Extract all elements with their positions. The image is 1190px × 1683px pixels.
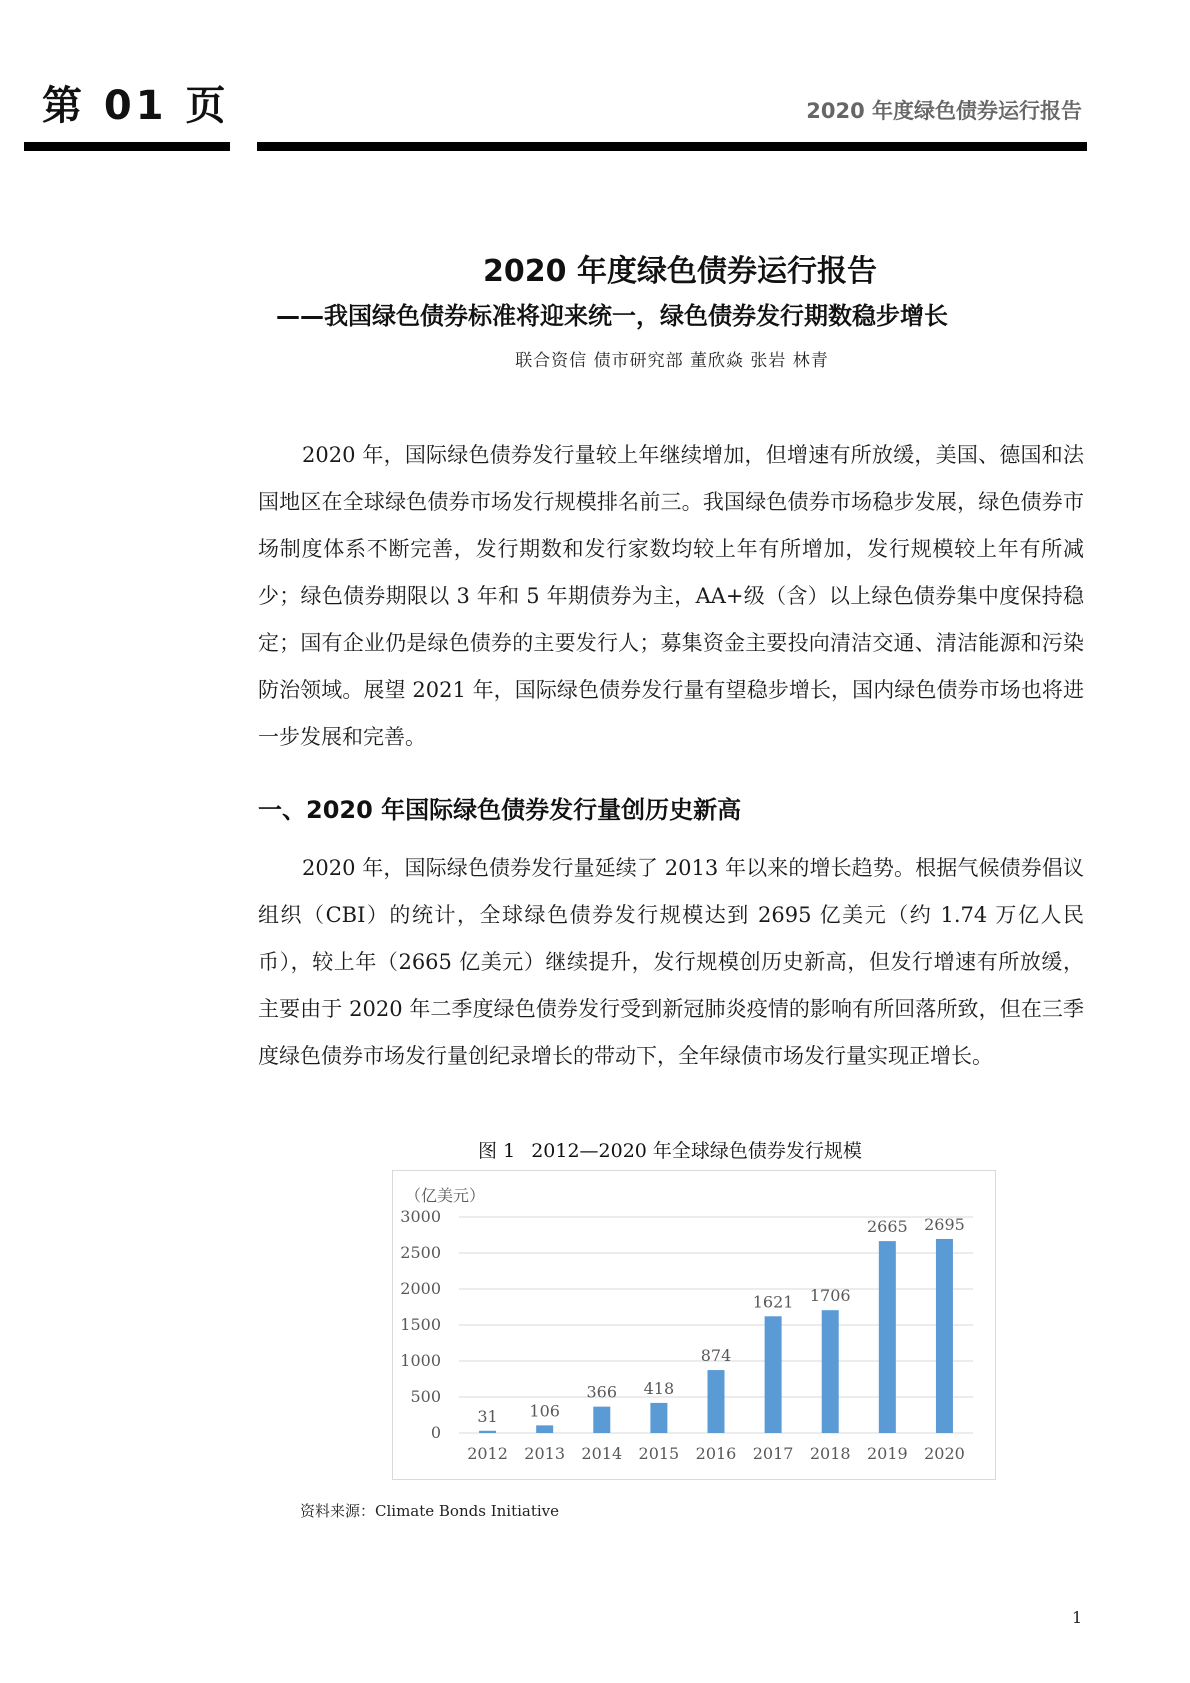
data-label: 1706 [809, 1286, 851, 1306]
bar [650, 1403, 667, 1433]
bar [822, 1310, 839, 1433]
header-rule-right [257, 142, 1087, 151]
figure-caption-text: 2012—2020 年全球绿色债券发行规模 [531, 1140, 862, 1162]
bar [765, 1316, 782, 1433]
y-tick-label: 2000 [400, 1279, 441, 1298]
bar [708, 1370, 725, 1433]
data-label: 874 [700, 1346, 732, 1366]
data-label: 366 [586, 1382, 618, 1402]
page-number: 1 [1072, 1608, 1083, 1627]
bar [536, 1425, 553, 1433]
source-note: 资料来源：Climate Bonds Initiative [300, 1502, 560, 1520]
x-tick-label: 2019 [866, 1444, 908, 1463]
header-rule-left [24, 142, 230, 151]
y-tick-label: 500 [410, 1387, 441, 1406]
summary-paragraph: 2020 年，国际绿色债券发行量较上年继续增加，但增速有所放缓，美国、德国和法国地区在全球绿色债券市场发行规模排名前三。我国绿色债券市场稳步发展，绿色债券市场制度体系不断完善，发行期数和发行家数均较上年有所增加，发行规模较上年有所减少；绿色债券期限以 3 年和 5 年期债券为主，AA+级（含）以上绿色债券集中度保持稳定；国有企业仍是绿色债券的主要发行人；募集资金主要投向清洁交通、清洁能源和污染防治领域。展望 2021 年，国际绿色债券发行量有望稳步增长，国内绿色债券市场也将进一步发展和完善。 [258, 443, 1084, 749]
y-tick-label: 1000 [400, 1351, 441, 1370]
y-tick-label: 2500 [400, 1243, 441, 1262]
bar [936, 1239, 953, 1433]
bar [593, 1407, 610, 1433]
figure-caption [0, 1136, 1190, 1163]
x-tick-label: 2015 [638, 1444, 680, 1463]
document-authors: 联合资信 债市研究部 董欣焱 张岩 林青 [515, 351, 829, 371]
chart-canvas [393, 1171, 995, 1479]
page-label: 第 01 页 [42, 83, 230, 129]
x-tick-label: 2014 [581, 1444, 623, 1463]
data-label: 2665 [866, 1217, 908, 1237]
y-axis-label: （亿美元） [405, 1186, 486, 1205]
y-tick-label: 3000 [400, 1207, 441, 1226]
data-label: 2695 [924, 1214, 965, 1234]
data-label: 1621 [752, 1292, 794, 1312]
x-tick-label: 2016 [695, 1444, 737, 1463]
x-tick-label: 2020 [924, 1444, 965, 1463]
document-subtitle: ——我国绿色债券标准将迎来统一，绿色债券发行期数稳步增长 [276, 302, 948, 330]
document-title: 2020 年度绿色债券运行报告 [483, 254, 877, 289]
data-label: 106 [529, 1401, 560, 1421]
bar-chart [392, 1170, 996, 1480]
bar [479, 1431, 496, 1433]
header-report-title: 2020 年度绿色债券运行报告 [806, 99, 1082, 123]
y-tick-label: 0 [430, 1423, 441, 1442]
figure-number: 图 1 [478, 1140, 516, 1162]
x-tick-label: 2012 [467, 1444, 508, 1463]
body-paragraph: 2020 年，国际绿色债券发行量延续了 2013 年以来的增长趋势。根据气候债券倡议组织（CBI）的统计，全球绿色债券发行规模达到 2695 亿美元（约 1.74 万亿人民币），较上年（2665 亿美元）继续提升，发行规模创历史新高，但发行增速有所放缓，主要由于 2020 年二季度绿色债券发行受到新冠肺炎疫情的影响有所回落所致，但在三季度绿色债券市场发行量创纪录增长的带动下，全年绿债市场发行量实现正增长。 [258, 856, 1084, 1068]
bar [879, 1241, 896, 1433]
data-label: 31 [477, 1406, 498, 1426]
x-tick-label: 2013 [524, 1444, 566, 1463]
x-tick-label: 2018 [809, 1444, 851, 1463]
x-tick-label: 2017 [752, 1444, 794, 1463]
data-label: 418 [643, 1378, 675, 1398]
y-tick-label: 1500 [400, 1315, 441, 1334]
section-heading: 一、2020 年国际绿色债券发行量创历史新高 [258, 796, 742, 824]
